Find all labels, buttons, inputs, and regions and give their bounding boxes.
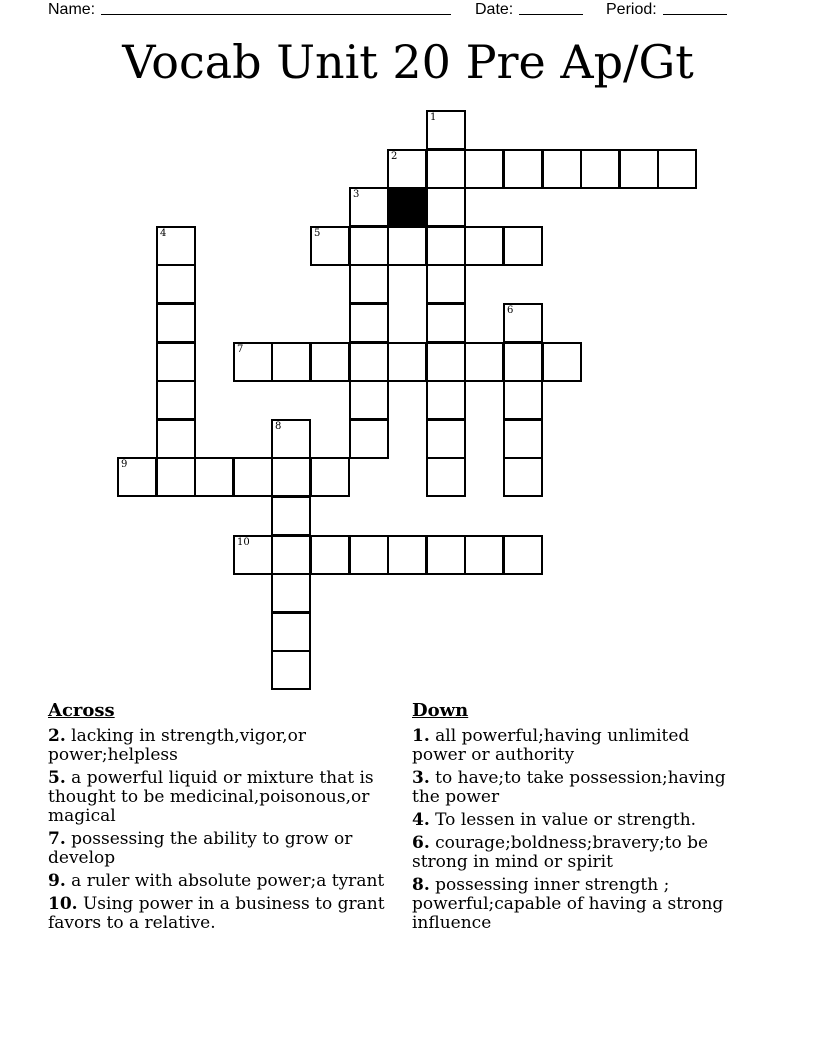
crossword-cell[interactable] xyxy=(233,342,273,382)
crossword-cell[interactable] xyxy=(542,149,582,189)
crossword-cell[interactable] xyxy=(271,419,311,459)
crossword-cell[interactable] xyxy=(271,342,311,382)
date-label: Date: xyxy=(475,1,514,18)
crossword-cell[interactable] xyxy=(503,535,543,575)
crossword-cell[interactable] xyxy=(503,380,543,420)
clue-down-1 xyxy=(412,727,742,765)
clue-text: possessing the ability to grow or develop xyxy=(48,829,353,868)
crossword-cell[interactable] xyxy=(580,149,620,189)
clue-number-label: 5 xyxy=(314,228,321,239)
clue-down-4 xyxy=(412,811,742,830)
crossword-cell[interactable] xyxy=(503,149,543,189)
crossword-cell[interactable] xyxy=(156,419,196,459)
down-heading: Down xyxy=(412,700,469,721)
clue-text: possessing inner strength ; powerful;capable of having a strong influence xyxy=(412,875,724,933)
clue-down-3 xyxy=(412,769,742,807)
crossword-cell[interactable] xyxy=(156,264,196,304)
clue-text: To lessen in value or strength. xyxy=(435,810,697,830)
clue-number-label: 9 xyxy=(121,459,128,470)
crossword-cell[interactable] xyxy=(194,457,234,497)
clue-text: a powerful liquid or mixture that is thought to be medicinal,poisonous,or magical xyxy=(48,768,374,826)
crossword-cell[interactable] xyxy=(503,226,543,266)
clue-number-label: 7 xyxy=(237,344,244,355)
crossword-cell[interactable] xyxy=(117,457,157,497)
crossword-cell[interactable] xyxy=(657,149,697,189)
crossword-cell[interactable] xyxy=(156,457,196,497)
crossword-cell[interactable] xyxy=(271,612,311,652)
crossword-cell[interactable] xyxy=(387,226,427,266)
clue-text: courage;boldness;bravery;to be strong in mind or spirit xyxy=(412,833,709,872)
clue-number: 10. xyxy=(48,894,78,914)
clue-number: 4. xyxy=(412,810,430,830)
down-clues xyxy=(412,700,742,937)
clue-text: Using power in a business to grant favors to a relative. xyxy=(48,894,385,933)
crossword-cell[interactable] xyxy=(271,535,311,575)
clue-number-label: 4 xyxy=(160,228,167,239)
clue-number: 2. xyxy=(48,726,66,746)
crossword-cell[interactable] xyxy=(310,457,350,497)
crossword-cell[interactable] xyxy=(464,342,504,382)
crossword-cell[interactable] xyxy=(271,573,311,613)
clue-number: 1. xyxy=(412,726,430,746)
clue-text: lacking in strength,vigor,or power;helpless xyxy=(48,726,306,765)
clue-number-label: 10 xyxy=(237,537,250,548)
crossword-cell[interactable] xyxy=(464,226,504,266)
crossword-cell[interactable] xyxy=(156,226,196,266)
crossword-cell[interactable] xyxy=(156,342,196,382)
crossword-cell[interactable] xyxy=(503,457,543,497)
clue-text: a ruler with absolute power;a tyrant xyxy=(71,871,385,891)
clue-number-label: 3 xyxy=(353,189,360,200)
period-label: Period: xyxy=(606,1,657,18)
crossword-cell[interactable] xyxy=(426,110,466,150)
crossword-cell[interactable] xyxy=(156,380,196,420)
crossword-cell[interactable] xyxy=(619,149,659,189)
clue-across-5 xyxy=(48,769,388,826)
clue-number: 3. xyxy=(412,768,430,788)
clue-text: to have;to take possession;having the power xyxy=(412,768,726,807)
crossword-cell[interactable] xyxy=(310,535,350,575)
crossword-cell[interactable] xyxy=(426,535,466,575)
crossword-cell[interactable] xyxy=(426,149,466,189)
crossword-cell[interactable] xyxy=(387,535,427,575)
clue-number-label: 2 xyxy=(391,151,398,162)
blocked-cell xyxy=(387,187,427,227)
crossword-cell[interactable] xyxy=(349,303,389,343)
clue-number: 6. xyxy=(412,833,430,853)
crossword-cell[interactable] xyxy=(464,149,504,189)
crossword-cell[interactable] xyxy=(349,535,389,575)
crossword-cell[interactable] xyxy=(349,342,389,382)
clue-number: 5. xyxy=(48,768,66,788)
crossword-cell[interactable] xyxy=(464,535,504,575)
crossword-cell[interactable] xyxy=(426,264,466,304)
across-clues xyxy=(48,700,388,937)
crossword-cell[interactable] xyxy=(349,226,389,266)
crossword-cell[interactable] xyxy=(387,342,427,382)
clue-text: all powerful;having unlimited power or authority xyxy=(412,726,690,765)
crossword-cell[interactable] xyxy=(233,457,273,497)
clue-across-7 xyxy=(48,830,388,868)
clue-across-2 xyxy=(48,727,388,765)
crossword-cell[interactable] xyxy=(310,342,350,382)
crossword-cell[interactable] xyxy=(503,419,543,459)
across-heading: Across xyxy=(48,700,115,721)
crossword-cell[interactable] xyxy=(542,342,582,382)
crossword-cell[interactable] xyxy=(503,303,543,343)
clue-across-9 xyxy=(48,872,388,891)
clue-down-6 xyxy=(412,834,742,872)
crossword-cell[interactable] xyxy=(387,149,427,189)
crossword-cell[interactable] xyxy=(349,380,389,420)
crossword-cell[interactable] xyxy=(426,303,466,343)
crossword-cell[interactable] xyxy=(349,264,389,304)
crossword-cell[interactable] xyxy=(271,457,311,497)
clue-down-8 xyxy=(412,876,742,933)
crossword-cell[interactable] xyxy=(349,187,389,227)
crossword-cell[interactable] xyxy=(503,342,543,382)
crossword-cell[interactable] xyxy=(426,419,466,459)
crossword-cell[interactable] xyxy=(271,496,311,536)
crossword-cell[interactable] xyxy=(156,303,196,343)
crossword-cell[interactable] xyxy=(233,535,273,575)
crossword-cell[interactable] xyxy=(426,187,466,227)
clue-number: 9. xyxy=(48,871,66,891)
clue-number-label: 8 xyxy=(275,421,282,432)
crossword-cell[interactable] xyxy=(271,650,311,690)
crossword-cell[interactable] xyxy=(349,419,389,459)
name-label: Name: xyxy=(48,1,96,18)
crossword-cell[interactable] xyxy=(426,226,466,266)
crossword-cell[interactable] xyxy=(426,342,466,382)
crossword-cell[interactable] xyxy=(426,457,466,497)
clue-across-10 xyxy=(48,895,388,933)
clue-number: 7. xyxy=(48,829,66,849)
clue-number: 8. xyxy=(412,875,430,895)
clue-number-label: 6 xyxy=(507,305,514,316)
crossword-cell[interactable] xyxy=(426,380,466,420)
page-title: Vocab Unit 20 Pre Ap/Gt xyxy=(122,35,694,89)
clue-number-label: 1 xyxy=(430,112,437,123)
crossword-cell[interactable] xyxy=(310,226,350,266)
